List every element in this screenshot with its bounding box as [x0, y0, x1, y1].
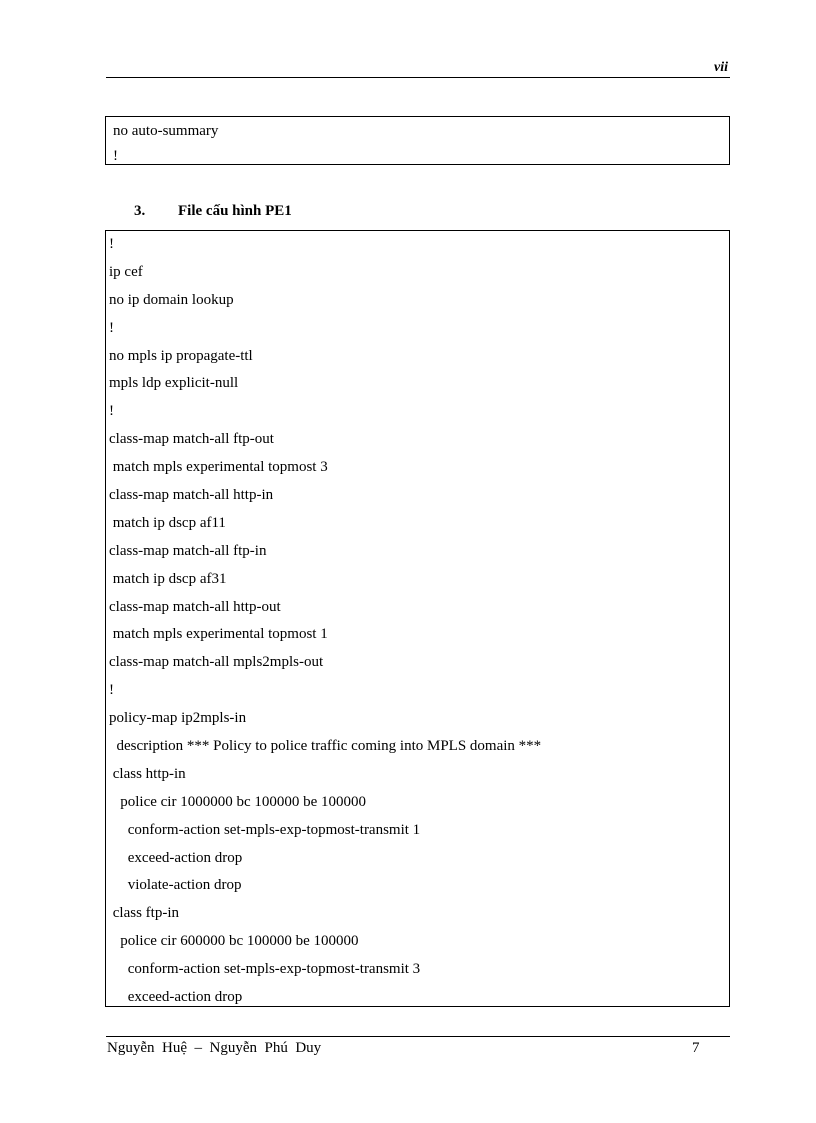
config-line: match ip dscp af11 [109, 514, 226, 531]
section-heading [134, 203, 292, 220]
config-box-top [105, 116, 730, 165]
config-line: mpls ldp explicit-null [109, 375, 239, 392]
config-line: conform-action set-mpls-exp-topmost-transmit 1 [109, 821, 421, 838]
config-line: class http-in [109, 765, 186, 782]
config-line: no mpls ip propagate-ttl [109, 347, 253, 364]
config-line: ! [109, 319, 114, 336]
config-line: class-map match-all ftp-out [109, 431, 274, 448]
footer-authors: Nguyễn Huệ – Nguyễn Phú Duy [107, 1040, 322, 1056]
config-line: exceed-action drop [109, 849, 243, 866]
config-line: match ip dscp af31 [109, 570, 227, 587]
header-page-number: vii [714, 60, 728, 75]
footer-rule [106, 1036, 730, 1037]
section-title: File cấu hình PE1 [178, 203, 292, 219]
config-line: ! [109, 682, 114, 699]
config-line: ip cef [109, 263, 143, 280]
config-line: class-map match-all http-in [109, 487, 274, 504]
config-line: ! [113, 148, 118, 164]
config-line: violate-action drop [109, 877, 242, 894]
config-line: description *** Policy to police traffic coming into MPLS domain *** [109, 738, 542, 755]
config-line: exceed-action drop [109, 989, 243, 1006]
config-line: no ip domain lookup [109, 291, 234, 308]
config-line: conform-action set-mpls-exp-topmost-transmit 3 [109, 961, 421, 978]
footer-page-number: 7 [692, 1040, 700, 1056]
config-line: class-map match-all mpls2mpls-out [109, 654, 324, 671]
config-line: no auto-summary [113, 123, 219, 139]
config-line: class-map match-all http-out [109, 598, 281, 615]
section-number: 3. [134, 203, 146, 219]
header-rule [106, 77, 730, 78]
config-line: class-map match-all ftp-in [109, 542, 267, 559]
config-line: ! [109, 236, 114, 252]
config-line: ! [109, 403, 114, 420]
config-line: policy-map ip2mpls-in [109, 710, 247, 727]
config-line: match mpls experimental topmost 1 [109, 626, 328, 643]
config-line: class ftp-in [109, 905, 179, 922]
config-line: police cir 600000 bc 100000 be 100000 [109, 933, 359, 950]
config-line: police cir 1000000 bc 100000 be 100000 [109, 793, 367, 810]
config-line: match mpls experimental topmost 3 [109, 459, 328, 476]
config-box-pe1 [105, 230, 730, 1007]
